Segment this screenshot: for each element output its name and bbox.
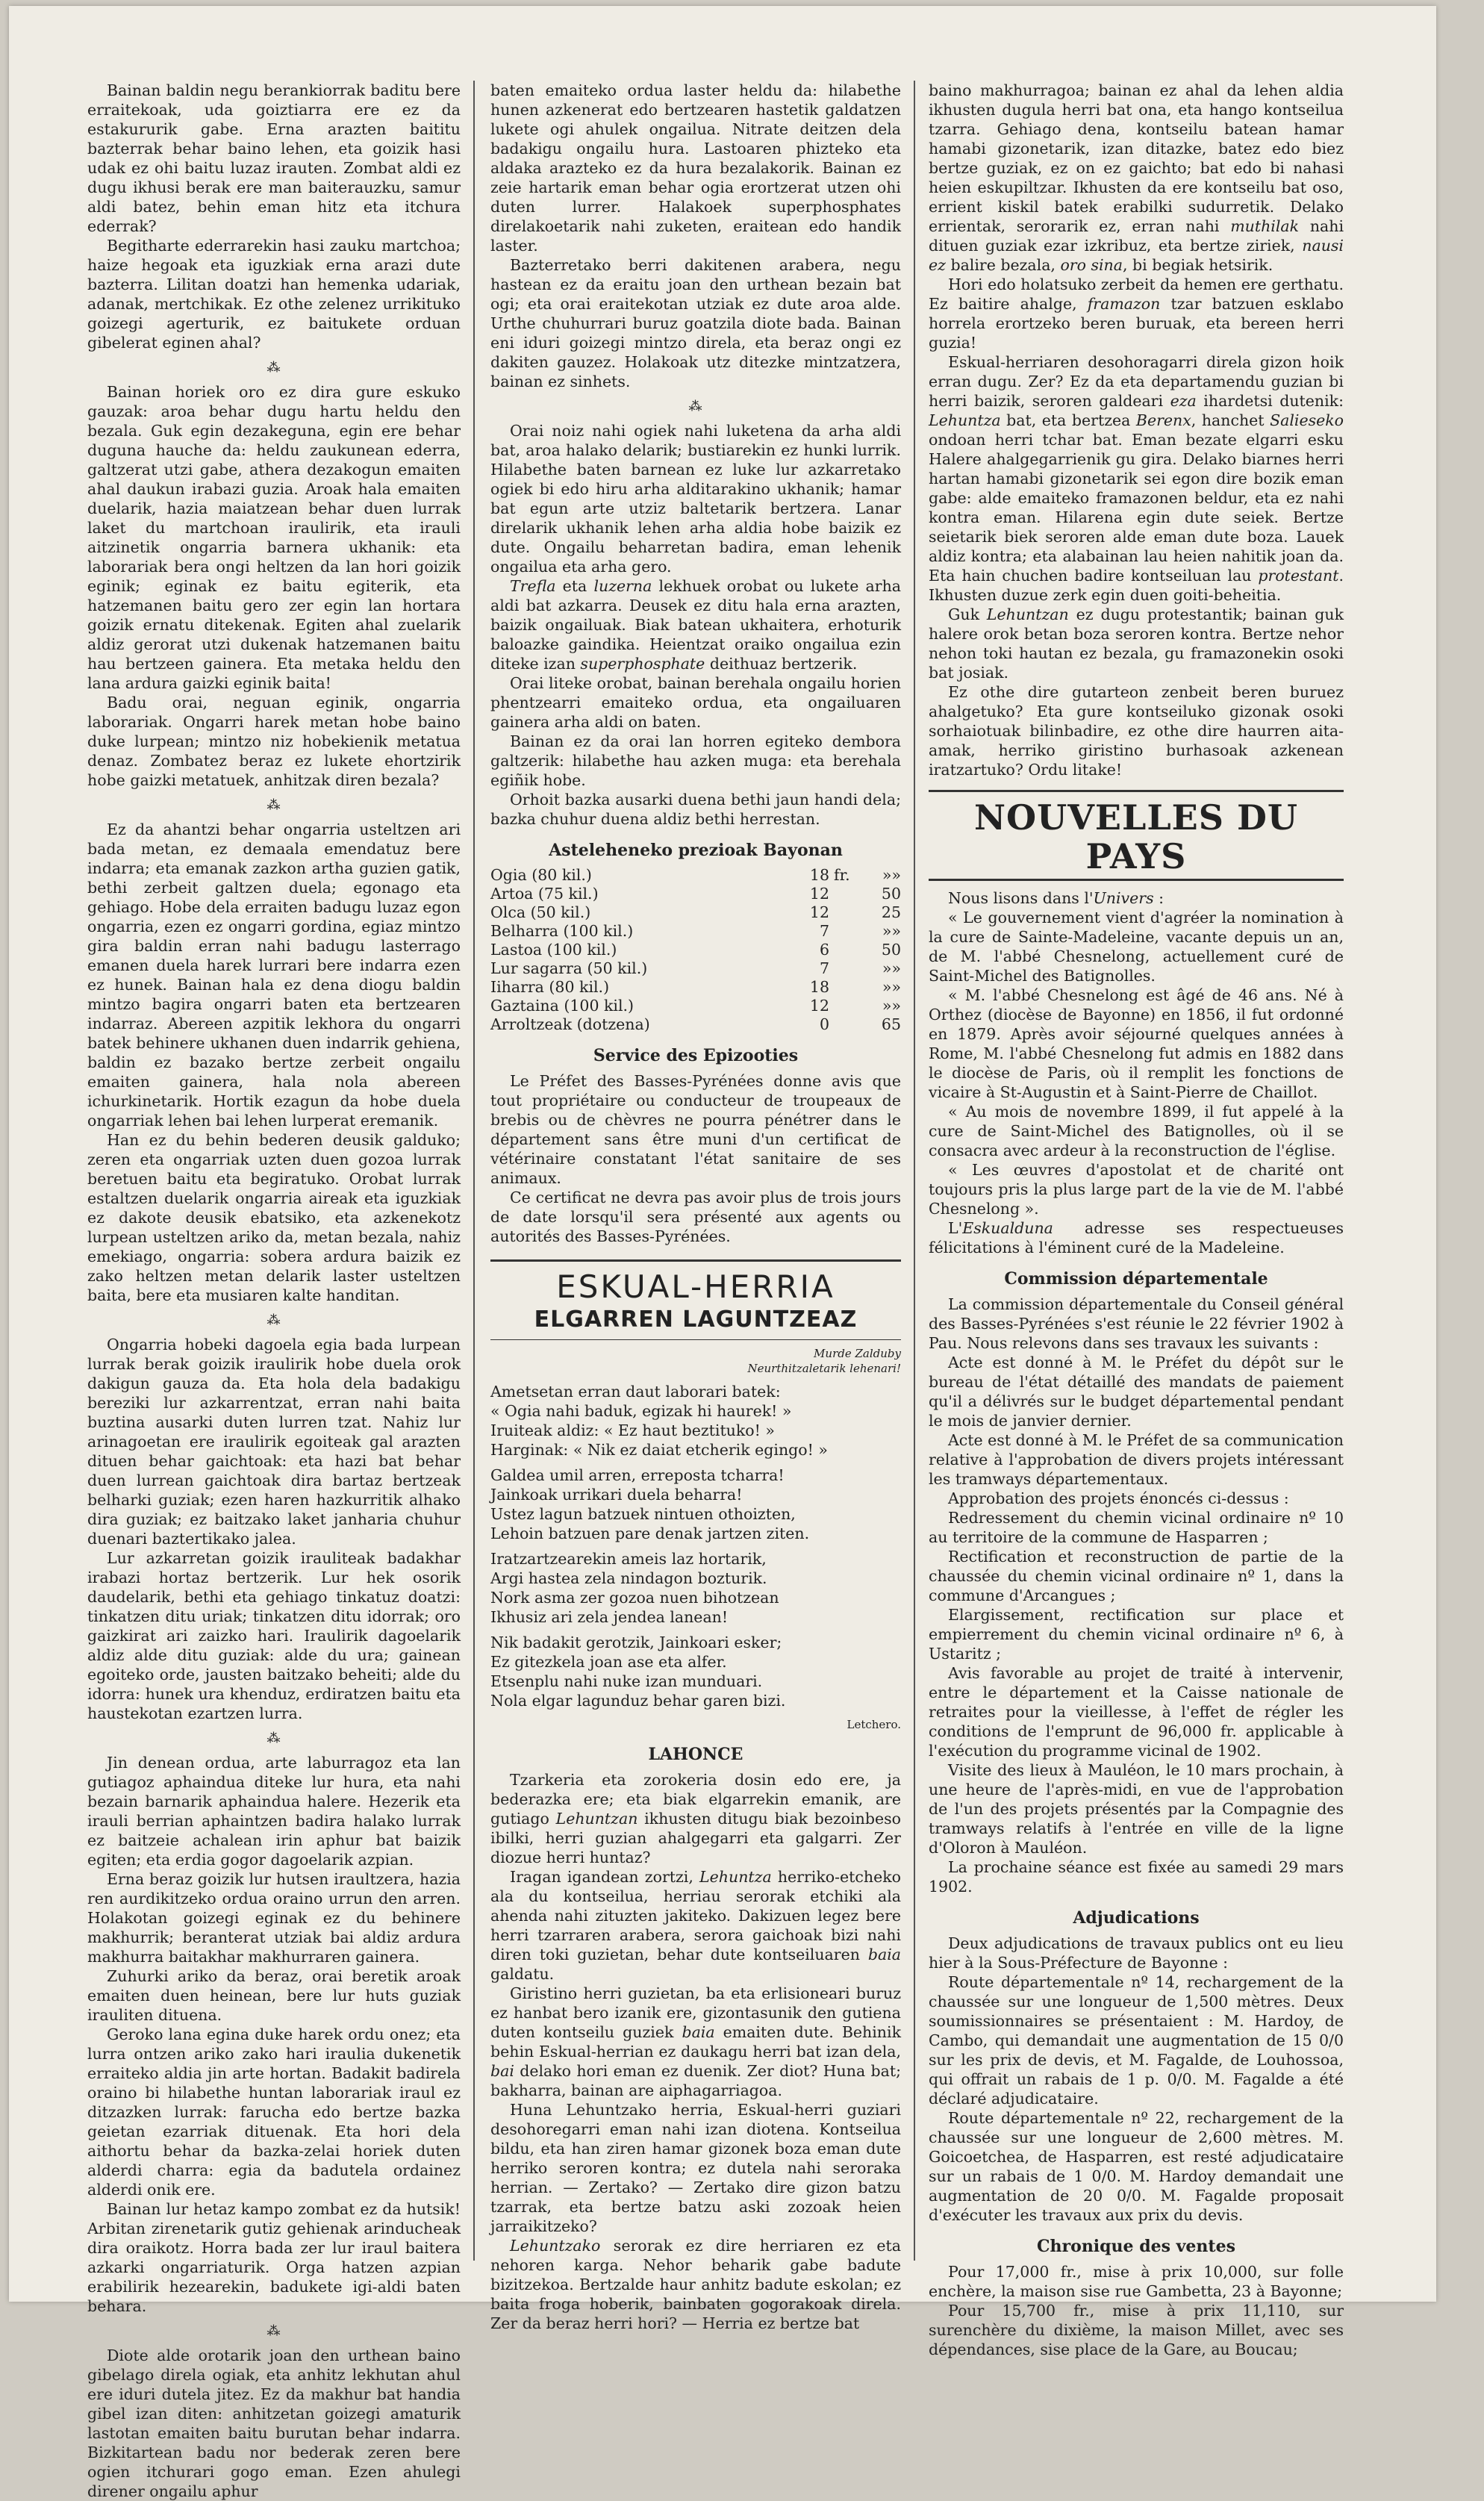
text-run: deithuaz bertzerik. (705, 655, 858, 673)
italic-term: Lehuntzan (555, 1810, 638, 1828)
paragraph: Han ez du behin bederen deusik galduko; zeren eta ongarriak uzten duen gozoa lurrak beretuen baitu eta begiratuko. Orobat lurrak estaltzen duelarik ongarria aireak eta iguzkiak ez dakote deusik ebatsiko, eta azkenekotz lurpean usteltzen ariko da, metan bezala, nahiz emekiago, ongarria: sobera ardura baizik ez zako heltzen metan delarik laster usteltzen baita, bere eta musiaren kalte handitan. (87, 1131, 461, 1304)
text-run: L' (948, 1219, 963, 1237)
poem-line: Ametsetan erran daut laborari batek: (490, 1383, 781, 1401)
price-unit (829, 978, 864, 997)
text-run: lekhuek orobat ou lukete arha aldi bat azkarra. Deusek ez ditu hala erna arazten, baizik ongailuak. Biak batean ukhaitera, erhoturik baloazke gaindika. Heientzat oraiko ongailua ezin diteke izan (490, 577, 901, 673)
text-run: ondoan herri tchar bat. Eman bezate elgarri esku Halere ahalgegarrienik gu gira. Delako biarnes herri hartan hamabi gizonetarik sei egon dire bozik eman gabe: alde emaiteko framazonen beldur, eta ez nahi kontra eman. Hilarena egin dute seiek. Bertze seietarik biek seroren alde eman dute boza. Lauek aldiz kontra; eta alabainan lau heien nahitik joan da. Eta hain chuchen badire kontseiluan lau (929, 431, 1344, 585)
italic-term: oro sina (1060, 256, 1123, 274)
commission-heading: Commission départementale (1004, 1269, 1268, 1289)
paragraph: Deux adjudications de travaux publics ont eu lieu hier à la Sous-Préfecture de Bayonne : (929, 1934, 1344, 1972)
section-ornament: ⁂ (266, 1731, 281, 1746)
paragraph: Bainan ez da orai lan horren egiteko dembora galtzerik: hilabethe hau azken muga: eta berehala egiñik hobe. (490, 732, 901, 789)
adjudications-heading: Adjudications (1073, 1908, 1200, 1928)
paragraph: « Au mois de novembre 1899, il fut appelé à la cure de Saint-Michel des Batignolles, où il se consacra avec ardeur à la reconstruction de l'église. (929, 1103, 1344, 1159)
text-run: Giristino herri guzietan, ba eta erlisioneari buruz ez hanbat bero izanik ere, gizontasunik den gutiena duten kontseilu guziek (490, 1984, 901, 2041)
price-row (490, 978, 901, 997)
section-ornament: ⁂ (266, 2323, 281, 2339)
poem-line: « Ogia nahi baduk, egizak hi haurek! » (490, 1402, 792, 1420)
price-row (490, 885, 901, 903)
paragraph: Acte est donné à M. le Préfet de sa communication relative à l'approbation de divers projets intéressant les tramways départementaux. (929, 1431, 1344, 1488)
text-run: Guk (948, 605, 987, 623)
eskual-herria-masthead (490, 1259, 901, 1340)
price-unit (829, 903, 864, 922)
price-row (490, 997, 901, 1015)
price-francs: 0 (819, 1015, 829, 1033)
paragraph (929, 605, 1344, 682)
price-cents: 25 (881, 903, 901, 921)
paragraph (490, 1770, 901, 1867)
paragraph: La prochaine séance est fixée au samedi 29 mars 1902. (929, 1858, 1344, 1896)
column-3 (929, 81, 1344, 2359)
italic-term: bai (490, 2062, 514, 2080)
poem-line: Iruiteak aldiz: « Ez haut beztituko! » (490, 1421, 775, 1439)
paragraph (490, 1867, 901, 1984)
masthead-title: ESKUAL-HERRIA (556, 1268, 835, 1305)
price-cents: 50 (881, 941, 901, 959)
italic-term: Lehuntza (699, 1868, 772, 1886)
italic-term: superphosphate (580, 655, 705, 673)
column-rule-1 (473, 81, 475, 2261)
text-run: nahi dituen guziak ezar izkribuz, eta bertze ziriek, (929, 217, 1344, 255)
poem-line: Ez gitezkela joan ase eta alfer. (490, 1653, 727, 1671)
paragraph: Visite des lieux à Mauléon, le 10 mars prochain, à une heure de l'après-midi, en vue de l'approbation de l'un des projets présentés par la Compagnie des tramways relatifs à l'entrée en ville de la ligne d'Oloron à Mauléon. (929, 1761, 1344, 1857)
text-run: Nous lisons dans l' (948, 889, 1094, 907)
poem-line: Nik badakit gerotzik, Jainkoari esker; (490, 1633, 782, 1651)
paragraph: Bainan lur hetaz kampo zombat ez da hutsik! Arbitan zirenetarik gutiz gehienak arinducheak dira oraikotz. Horra bada zer lur iraul baitera azkarki ongarriaturik. Orga hatzen azpian erabilirik hezearekin, badukete igi-aldi baten behara. (87, 2200, 461, 2315)
italic-term: nausi ez (929, 237, 1344, 274)
poem-line: Jainkoak urrikari duela beharra! (490, 1486, 743, 1504)
poem-stanza-1 (490, 1382, 901, 1460)
price-label: Arroltzeak (dotzena) (490, 1015, 650, 1033)
paragraph: « Le gouvernement vient d'agréer la nomination à la cure de Sainte-Madeleine, vacante depuis un an, de M. l'abbé Chesnelong, actuellement curé de Saint-Michel des Batignolles. (929, 909, 1344, 985)
text-run: , bi begiak hetsirik. (1122, 256, 1273, 274)
paragraph: Bazterretako berri dakitenen arabera, negu hastean ez da eraitu joan den urthean bezain bat ogi; eta orai eraitekotan utziak ez dute aroa alde. Urthe chuhurrari buruz goatzila diote bada. Bainan eni iduri goizegi mintzo direla, eta beraz ongi ez dakiten gauzez. Holakoak utz ditezke mintzatzera, bainan ez sinhets. (490, 256, 901, 390)
paragraph: Bainan horiek oro ez dira gure eskuko gauzak: aroa behar dugu hartu heldu den bezala. Guk egin dezakeguna, egin ere behar duguna hauche da: heldu zaukunean ederra, galtzerat utzi gabe, athera dezakogun emaiten ahal daukun irabazi guzia. Aroak hala emaiten duelarik, hazia maiatzean behar duen lurrak laket du martchoan iraulirik, eta irauli aitzinetik ongarria barnera ukhanik: eta laborariak bera ongi heltzen da lan hori goizik eginik; eginak ez baitu egiterik, eta hatzemanen baitu gero zer egin lan hortara goizik ernatu ditekenak. Egiten ahal zuelarik aldiz gerorat utzi dukenak hatzemanen baitu hau bertzeen gainera. Eta metaka heldu den lana ardura gaizki eginik baita! (87, 383, 461, 692)
epizooties-heading: Service des Epizooties (593, 1046, 799, 1065)
paragraph: Elargissement, rectification sur place et empierrement du chemin vicinal ordinaire nº 6, à Ustaritz ; (929, 1606, 1344, 1663)
text-run: Eskual-herriaren desohoragarri direla gizon hoik erran dugu. Zer? Ez da eta departamendu guzian bi herri baizik, seroren galdeari (929, 353, 1344, 410)
price-unit (829, 941, 864, 959)
italic-term: Lehuntza (929, 411, 1001, 429)
text-run: emaiten dute. Behinik behin Eskual-herrian ez daukagu herri bat izan dela, (490, 2023, 901, 2061)
paragraph: Route départementale nº 14, rechargement de la chaussée sur une longueur de 1,500 mètres. Deux soumissionnaires se présentaient : M. Hardoy, de Cambo, qui demandait une augmentation de 15 0/0 sur les prix de devis, et M. Fagalde, de Louhossoa, qui offrait un rabais de 1 p. 0/0. M. Fagalde a été déclaré adjudicataire. (929, 1973, 1344, 2108)
paragraph: Avis favorable au projet de traité à intervenir, entre le département et la Caisse nationale de retraites pour la vieillesse, à l'effet de régler les conditions de l'emprunt de 96,000 fr. applicable à l'exécution du programme vicinal de 1902. (929, 1664, 1344, 1760)
text-run: herriko-etcheko ala du kontseilua, herriau serorak etchiki ala ahenda nahi zituzten jakiteko. Dakizuen legez bere herri tzarraren arabera, serora gaichoak bizi nahi diren toki guzietan, behar dute kontseiluaren (490, 1868, 901, 1963)
paragraph: La commission départementale du Conseil général des Basses-Pyrénées s'est réunie le 22 février 1902 à Pau. Nous relevons dans ses travaux les suivants : (929, 1295, 1344, 1352)
price-label: Artoa (75 kil.) (490, 885, 599, 903)
paragraph: Ez othe dire gutarteon zenbeit beren buruez ahalgetuko? Eta gure kontseiluko gizonak osoki sorhaiotuak bilinbadire, ez othe dire haurren aita-amak, herriko giristino burhasoak azkenean iratzartuko? Ordu litake! (929, 683, 1344, 779)
price-label: Ogia (80 kil.) (490, 866, 592, 884)
price-francs: 12 (809, 997, 829, 1015)
price-cents: »» (882, 959, 901, 977)
price-row (490, 959, 901, 978)
text-run: Hori edo holatsuko zerbeit da hemen ere gerthatu. Ez baitire ahalge, (929, 275, 1344, 313)
poem-stanza-4 (490, 1633, 901, 1710)
poem-signature: Letchero. (847, 1718, 901, 1731)
price-row (490, 1015, 901, 1034)
price-label: Iiharra (80 kil.) (490, 978, 610, 996)
price-label: Gaztaina (100 kil.) (490, 997, 635, 1015)
price-francs: 18 (809, 978, 829, 996)
paragraph: « M. l'abbé Chesnelong est âgé de 46 ans. Né à Orthez (diocèse de Bayonne) en 1856, il fut ordonné en 1879. Après avoir séjourné quelques années à Rome, M. l'abbé Chesnelong fut admis en 1882 dans le diocèse de Paris, où il remplit les fonctions de vicaire à St-Augustin et à Saint-Pierre de Chaillot. (929, 986, 1344, 1101)
price-label: Belharra (100 kil.) (490, 922, 634, 940)
italic-term: baia (867, 1946, 901, 1963)
newspaper-page (9, 6, 1436, 2500)
paragraph: Erna beraz goizik lur hutsen iraultzera, hazia ren aurdikitzeko ordua oraino urrun den arren. Holakotan goizegi eginak ez du behinere makhurrik; beranterat utziak bai aldiz ardura makhurra baitakhar makhurraren gainera. (87, 1870, 461, 1966)
price-francs: 7 (819, 959, 829, 977)
text-run: adresse ses respectueuses félicitations à l'éminent curé de la Madeleine. (929, 1219, 1344, 1256)
italic-term: Lehuntzan (986, 605, 1069, 623)
price-row (490, 922, 901, 941)
paragraph: Pour 17,000 fr., mise à prix 10,000, sur folle enchère, la maison sise rue Gambetta, 23 à Bayonne; (929, 2263, 1344, 2300)
text-run: . Ikhusten duzue zerk egin duen goiti-beheitia. (929, 567, 1344, 604)
text-run: ez dugu protestantik; bainan guk halere orok betan boza seroren kontra. Bertze nehor nehon toki hautan ez bezala, gu framazonekin osoki bat josiak. (929, 605, 1344, 682)
section-ornament: ⁂ (266, 360, 281, 376)
italic-term: Salieseko (1270, 411, 1344, 429)
paragraph: Route départementale nº 22, rechargement de la chaussée sur une longueur de 2,600 mètres. M. Goicoetchea, de Hasparren, est resté adjudicataire sur un rabais de 1 0/0. M. Hardoy demandait une augmentation de 20 0/0. M. Fagalde proposait d'exécuter les travaux aux prix du devis. (929, 2109, 1344, 2224)
paragraph: Diote alde orotarik joan den urthean baino gibelago direla ogiak, eta anhitz lekhutan ahul ere iduri dutela jitez. Ez da makhur bat handia gibel izan diten: anhitzetan goizegi amaturik lastotan emaiten baitu burutan behar indarra. Bizkitartean badu nor bederak zeren bere ogien itchurari gogo eman. Ezen ahulegi direner ongailu aphur (87, 2346, 461, 2500)
text-run: : (1153, 889, 1165, 907)
italic-term: baia (682, 2023, 715, 2041)
paragraph: Orai liteke orobat, bainan berehala ongailu horien phentzearri emaiteko ordua, eta ongailuaren gainera arha aldi on baten. (490, 674, 901, 731)
paragraph: « Les œuvres d'apostolat et de charité ont toujours pris la plus large part de la vie de M. l'abbé Chesnelong ». (929, 1161, 1344, 1218)
price-label: Olca (50 kil.) (490, 903, 591, 921)
paragraph: Lur azkarretan goizik irauliteak badakhar irabazi hortaz bertzerik. Lur hek osorik daudelarik, bethi eta gehiago tinkatuz doatzi: tinkatzen ditu uriak; tinkatzen ditu idorrak; oro gaizkirat ari zaizko hari. Iraulirik dagoelarik aldiz alde ditu guziak: alde du ura; gainean egoiteko orde, jausten baitzako beheiti; alde du idorra: hunek ura khenduz, erdiratzen baitu eta haustekotan ezartzen lurra. (87, 1549, 461, 1722)
text-run: delako hori eman ez duenik. Zer diot? Huna bat; bakharra, bainan are aiphagarriagoa. (490, 2062, 901, 2099)
poem-line: Lehoin batzuen pare denak jartzen ziten. (490, 1524, 810, 1542)
paragraph: Orai noiz nahi ogiek nahi luketena da arha aldi bat, aroa halako delarik; bustiarekin ez hunki lurrik. Hilabethe baten barnean ez luke lur azkarretako ogiek bi edo hiru arha alditarakino ukhanik; hamar bat egun arte utziz baltetarik bertzera. Lanar direlarik ukhanik lehen arha aldia hobe baizik ez dute. Ongailu beharretan badira, eman lehenik ongailua eta arha gero. (490, 422, 901, 576)
italic-term: framazon (1087, 295, 1161, 313)
price-francs: 6 (819, 941, 829, 959)
price-row (490, 941, 901, 959)
column-1 (87, 81, 461, 2501)
poem-line: Harginak: « Nik ez daiat etcherik egingo! » (490, 1441, 828, 1459)
price-row (490, 903, 901, 922)
price-table (490, 866, 901, 1034)
paragraph: Le Préfet des Basses-Pyrénées donne avis que tout propriétaire ou conducteur de troupeaux de brebis ou de chèvres ne pourra pénétrer dans le département sans être muni d'un certificat de vétérinaire constatant l'état sanitaire de ses animaux. (490, 1072, 901, 1187)
paragraph: Redressement du chemin vicinal ordinaire nº 10 au territoire de la commune de Hasparren ; (929, 1509, 1344, 1546)
price-unit: fr. (834, 866, 850, 884)
price-unit (829, 885, 864, 903)
price-cents: 50 (881, 885, 901, 903)
price-unit (829, 922, 864, 941)
paragraph: Bainan baldin negu berankiorrak baditu bere erraitekoak, uda goiztiarra ere ez da estakururik gabe. Erna arazten baititu bazterrak behar baino lehen, eta goizik hasi udak ez ohi baitu luzaz irauten. Zombat aldi ez dugu ikhusi berak ere man baiterauzku, samur aldi batez, behin eman hitz eta itchura ederrak? (87, 81, 461, 235)
column-rule-2 (914, 81, 915, 2261)
paragraph: Ez da ahantzi behar ongarria usteltzen ari bada metan, ez demaala emendatuz bere indarra; eta emanak zazkon artha guzien gatik, bethi zerbeit galtzen duela; egonago eta gehiago. Hobe dela erraiten badugu luzaz egon ongarria, ezen ez ongarri gordina, egiaz mintzo gira baldin erran nahi badugu lasterrago emanen duela harek lurrari bere indarra ezen ez hunek. Bainan hala ez dena diogu baldin mintzo bagira ongarri baten eta bertzearen indarraz. Abereen azpitik lekhora du ongarri batek behinere ukhanen duen indarrik gehiena, baldin ez bazako bertze zerbeit ongailu emaiten gainera, hala nola abereen ichurkinetarik. Hortik ezagun da hobe duela ongarriak lehen bai lehen lurperat eremanik. (87, 820, 461, 1130)
paragraph: Badu orai, neguan eginik, ongarria laborariak. Ongarri harek metan hobe baino duke lurpean; mintzo niz hobekienik metatua denaz. Zombatez beraz ez lukete ehortzirik hobe gaizki metatuek, anhitzak diren bezala? (87, 694, 461, 789)
price-cents: »» (882, 922, 901, 940)
poem-line: Ikhusiz ari zela jendea lanean! (490, 1608, 729, 1626)
italic-term: Univers (1093, 889, 1154, 907)
masthead-subtitle: ELGARREN LAGUNTZEAZ (534, 1306, 858, 1333)
paragraph: Orhoit bazka ausarki duena bethi jaun handi dela; bazka chuhur duena aldiz bethi herrestan. (490, 791, 901, 828)
text-run: serorak ez dire herriaren ez eta nehoren karga. Nehor beharik gabe badute bizitzekoa. Bertzalde haur anhitz badute eskolan; ez baita froga hoberik, bainbaten gogorakoak direla. Zer da beraz herri hori? — Herria ez bertze bat (490, 2237, 901, 2332)
paragraph: Jin denean ordua, arte laburragoz eta lan gutiagoz aphaindua diteke lur hura, eta nahi bezain barnarik aphaindua halere. Hezerik eta irauli berrian aphaintzen badira halako lurrak ez baitzeie achalean irin aphur bat baizik egiten; eta erdia gogor dagoelarik azpian. (87, 1754, 461, 1869)
text-run: , hanchet (1191, 411, 1271, 429)
paragraph (929, 1218, 1344, 1257)
italic-term: eza (1170, 392, 1197, 410)
text-run: baino makhurragoa; bainan ez ahal da lehen aldia ikhusten dugula herri bat ona, eta hango kontseilua tzarra. Gehiago dena, kontseilu batean hamar hamabi gizonetarik, izan ditazke, batez edo biez bertze guziak, ez on ez gaichto; bat edo bi nahasi heien eskupiltzar. Ikhusten da ere kontseilu bat oso, errient kiskil batek erabilki sudurretik. Delako errientak, serorarik ez, erran nahi (929, 81, 1344, 235)
section-ornament: ⁂ (688, 399, 703, 414)
text-run: balire bezala, (945, 256, 1061, 274)
paragraph: Rectification et reconstruction de partie de la chaussée du chemin vicinal ordinaire nº 1, dans la commune d'Arcangues ; (929, 1548, 1344, 1604)
column-2 (490, 81, 901, 2333)
italic-term: Eskualduna (962, 1219, 1053, 1237)
paragraph (490, 576, 901, 673)
price-francs: 12 (809, 885, 829, 903)
paragraph: Approbation des projets énoncés ci-dessus : (948, 1489, 1289, 1507)
poem-line: Ustez lagun batzuek nintuen othoizten, (490, 1505, 796, 1523)
price-cents: 65 (881, 1015, 901, 1033)
italic-term: Lehuntzako (510, 2237, 601, 2255)
paragraph: Geroko lana egina duke harek ordu onez; eta lurra ontzen ariko zako hari iraulia dukenetik erraiteko aldia jin arte hortan. Badakit badirela oraino bi hilabethe huntan laborariak iraul ez ditzazken lurrak: farucha edo bertze bazka geietan ezarriak dituenak. Eta hori dela aithortu behar da bazka-zelai horiek duten alderdi charra: egia da badutela ordainez alderdi onik ere. (87, 2025, 461, 2199)
paragraph (929, 888, 1344, 908)
paragraph (490, 1984, 901, 2100)
prices-heading: Asteleheneko prezioak Bayonan (549, 841, 843, 860)
paragraph: Begitharte ederrarekin hasi zauku martchoa; haize hegoak eta iguzkiak erna arazi dute bazterra. Lilitan doatzi han hemenka udariak, adanak, mertchikak. Ez othe zelenez urrikituko goizegi agerturik, ez baitukete orduan gibelerat eginen ahal? (87, 237, 461, 352)
poem-line: Iratzartzearekin ameis laz hortarik, (490, 1550, 767, 1568)
paragraph (490, 2236, 901, 2333)
lahonce-heading: LAHONCE (648, 1745, 743, 1764)
italic-term: protestant (1258, 567, 1339, 585)
byline: Murde Zalduby (814, 1347, 901, 1360)
poem-line: Argi hastea zela nindagon bozturik. (490, 1569, 767, 1587)
text-run: Iragan igandean zortzi, (510, 1868, 700, 1886)
text-run: ihardetsi dutenik: (1196, 392, 1344, 410)
poem-stanza-3 (490, 1549, 901, 1627)
price-cents: »» (882, 866, 901, 884)
price-unit (829, 997, 864, 1015)
section-ornament: ⁂ (266, 797, 281, 813)
paragraph: Huna Lehuntzako herria, Eskual-herri guziari desohoregarri eman nahi izan diotena. Kontseilua bildu, eta han ziren hamar gizonek boza eman dute herriko seroren kontra; ez dutela nahi seroraka herrian. — Zertako? — Zertako dire gizon batzu tzarrak, eta bertze batzu aski zozoak heien jarraikitzeko? (490, 2101, 901, 2235)
paragraph: Zuhurki ariko da beraz, orai beretik aroak emaiten duen heinean, bere lur huts guziak irauliten dituena. (87, 1967, 461, 2024)
poem-line: Galdea umil arren, erreposta tcharra! (490, 1466, 785, 1484)
price-cents: »» (882, 997, 901, 1015)
paragraph: Acte est donné à M. le Préfet du dépôt sur le bureau de l'état détaillé des mandats de paiement qu'il a délivrés sur le budget départemental pendant le mois de janvier dernier. (929, 1354, 1344, 1430)
poem-stanza-2 (490, 1466, 901, 1543)
text-run: eta (555, 577, 594, 595)
text-run: galdatu. (490, 1965, 555, 1983)
price-label: Lur sagarra (50 kil.) (490, 959, 648, 977)
ventes-heading: Chronique des ventes (1037, 2237, 1235, 2256)
text-run: Tzarkeria eta zorokeria dosin edo ere, ja bederazka ere; eta biak elgarrekin emanik, are gutiago (490, 1771, 901, 1828)
poem-line: Nola elgar lagunduz behar garen bizi. (490, 1692, 786, 1710)
price-row (490, 866, 901, 885)
text-run: tzar batzuen esklabo horrela erortzeko beren buruak, eta bereen herri guzia! (929, 295, 1344, 352)
price-unit (829, 1015, 864, 1034)
price-francs: 7 (819, 922, 829, 940)
paragraph: Pour 15,700 fr., mise à prix 11,110, sur surenchère du dixième, la maison Millet, avec ses dépendances, sise place de la Gare, au Boucau; (929, 2302, 1344, 2358)
paragraph: Ongarria hobeki dagoela egia bada lurpean lurrak berak goizik iraulirik hobe duela orok dakigun gauza da. Eta hola dela badakigu bereziki lur azkarrentzat, erran nahi baita buztina ausarki duten lurren tzat. Nahiz lur arinagoetan ere iraulirik egoiteak gal arazten dituen behar gaichtoak: eta hazi bat behar duen lurrean gaichtoak dira bartaz bertzeak belharki guziak; ezen haren hazkurritik alhako dira guziak; ez baitzako laket janharia chuhur duenari baztertikako jalea. (87, 1336, 461, 1548)
nouvelles-heading: NOUVELLES DU PAYS (929, 790, 1344, 881)
paragraph (929, 352, 1344, 605)
paragraph (929, 81, 1344, 275)
paragraph: baten emaiteko ordua laster heldu da: hilabethe hunen azkenerat edo bertzearen hastetik galdatzen lukete ogi ahulek ongailua. Nitrate deitzen dela badakigu ongailu hura. Lastoaren phizteko eta aldaka arazteko ez da hura bezalakorik. Bainan ez zeie hartarik eman behar ogia erortzerat utzen ohi duten lurrer. Halakoek superphosphates direlakoetarik nahi zuketen, eraitean edo handik laster. (490, 81, 901, 255)
italic-term: luzerna (593, 577, 652, 595)
italic-term: Berenx (1135, 411, 1191, 429)
text-run: bat, eta bertzea (1000, 411, 1136, 429)
poem-line: Etsenplu nahi nuke izan munduari. (490, 1672, 763, 1690)
price-cents: »» (882, 978, 901, 996)
paragraph: Ce certificat ne devra pas avoir plus de trois jours de date lorsqu'il sera présenté aux agents ou autorités des Basses-Pyrénées. (490, 1189, 901, 1245)
price-francs: 12 (809, 903, 829, 921)
price-label: Lastoa (100 kil.) (490, 941, 617, 959)
section-ornament: ⁂ (266, 1312, 281, 1328)
paragraph (929, 275, 1344, 352)
italic-term: Trefla (510, 577, 556, 595)
price-francs: 18 (809, 866, 829, 884)
text-run: ikhusten ditugu biak bezoinbeso ibilki, herri guzian ahalgegarri eta galgarri. Zer diozue herri huntaz? (490, 1810, 901, 1866)
poem-line: Nork asma zer gozoa nuen bihotzean (490, 1589, 779, 1607)
dedication: Neurthitzaletarik lehenari! (747, 1362, 901, 1375)
price-unit (829, 959, 864, 978)
italic-term: muthilak (1230, 217, 1300, 235)
